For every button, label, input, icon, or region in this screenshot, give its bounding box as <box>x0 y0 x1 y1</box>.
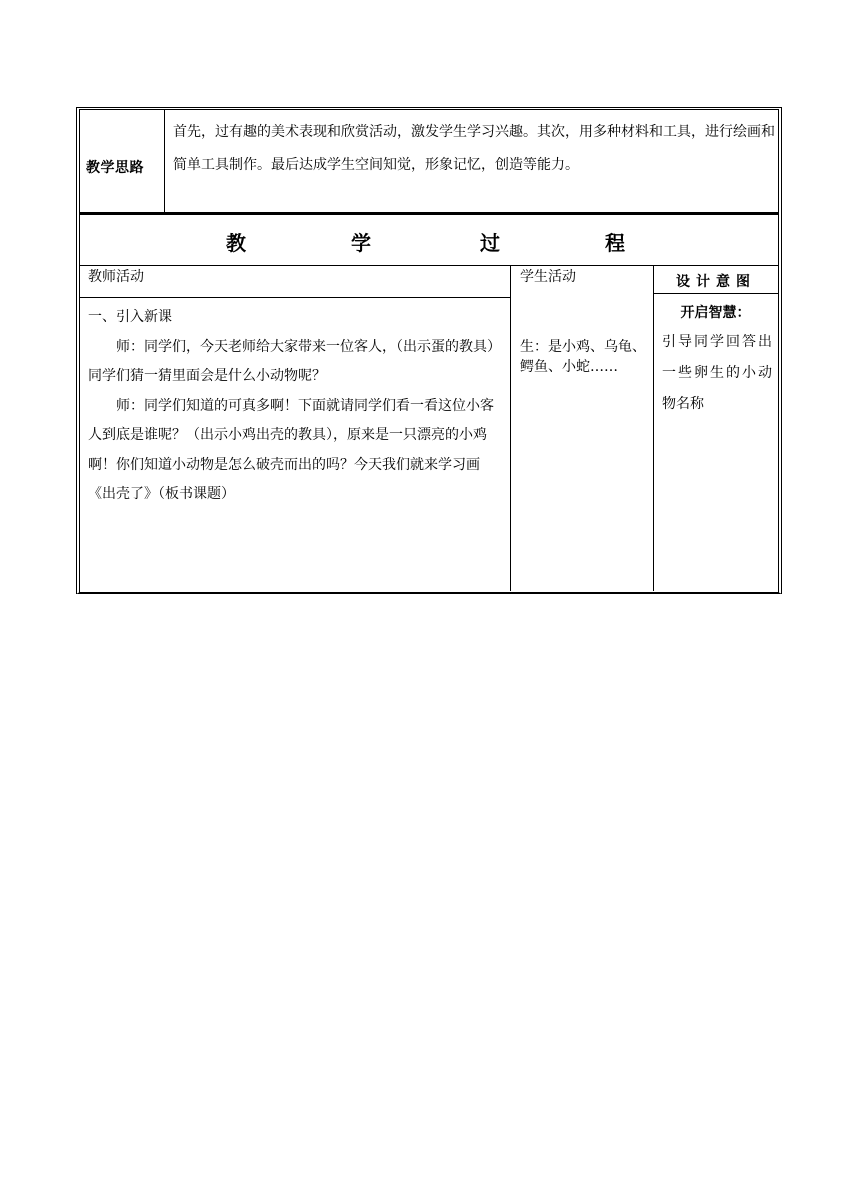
teaching-idea-text: 首先，过有趣的美术表现和欣赏活动，激发学生学习兴趣。其次，用多种材料和工具，进行绘画和简单工具制作。最后达成学生空间知觉，形象记忆，创造等能力。 <box>173 124 775 173</box>
design-intent-title: 开启智慧： <box>680 305 751 321</box>
column-divider <box>510 265 511 591</box>
sidebar-divider <box>164 110 165 213</box>
row-divider <box>80 297 511 298</box>
row-divider <box>80 265 778 266</box>
teaching-idea-label: 教学思路 <box>86 160 144 176</box>
section-separator <box>80 212 778 215</box>
process-title-char: 程 <box>605 231 625 255</box>
process-title <box>80 227 778 257</box>
design-intent-header: 设计意图 <box>676 274 756 290</box>
row-divider <box>653 293 778 294</box>
process-title-char: 教 <box>226 231 246 255</box>
teacher-paragraph: 师：同学们，今天老师给大家带来一位客人，（出示蛋的教具）同学们猜一猜里面会是什么小动物呢？ <box>88 338 501 384</box>
teacher-activity-header: 教师活动 <box>88 269 144 285</box>
student-activity-content: 生：是小鸡、乌龟、鳄鱼、小蛇…… <box>520 339 646 375</box>
process-title-char: 过 <box>480 231 500 255</box>
process-title-char: 学 <box>351 231 371 255</box>
student-activity-header: 学生活动 <box>520 269 576 285</box>
teacher-paragraph: 师：同学们知道的可真多啊！下面就请同学们看一看这位小客人到底是谁呢？（出示小鸡出壳的教具），原来是一只漂亮的小鸡啊！你们知道小动物是怎么破壳而出的吗？今天我们就来学习画《出壳了》（板书课题） <box>88 397 494 502</box>
teacher-activity-content <box>88 303 503 510</box>
column-divider <box>653 265 654 591</box>
section-heading: 一、引入新课 <box>88 309 172 325</box>
design-intent-text: 引导同学回答出一些卵生的小动物名称 <box>662 334 772 412</box>
